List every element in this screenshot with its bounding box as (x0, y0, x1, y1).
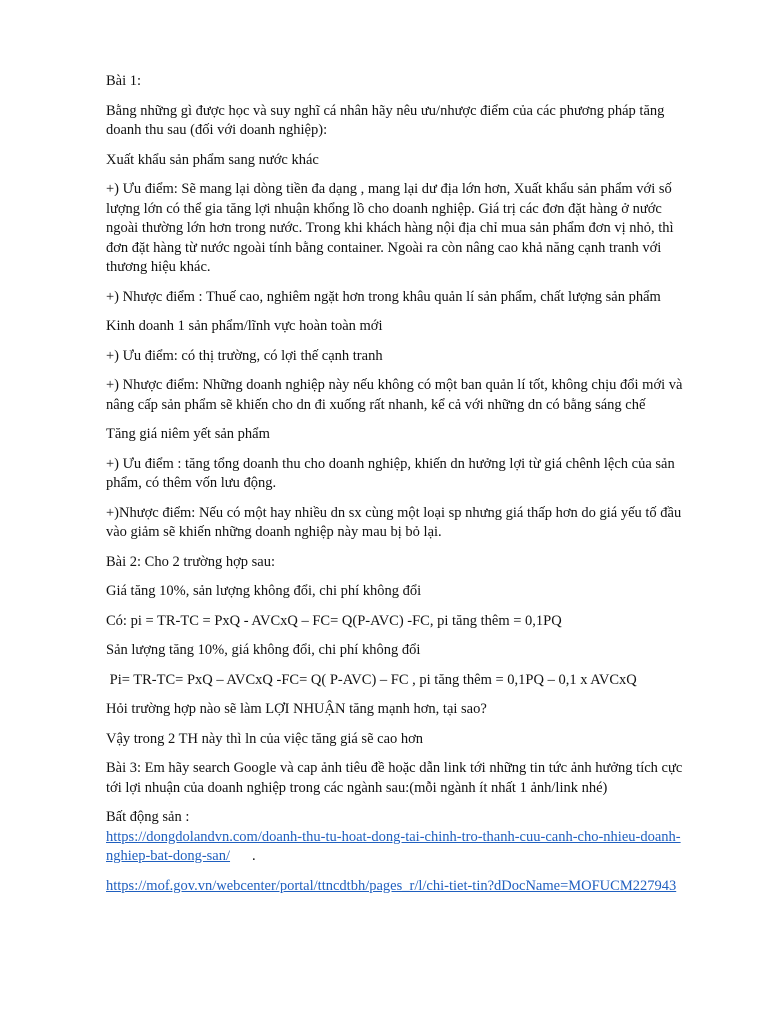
link-2[interactable]: https://mof.gov.vn/webcenter/portal/ttncdtbh/pages_r/l/chi-tiet-tin?dDocName=MOFUCM227943 (106, 877, 677, 894)
exercise-2-question: Hỏi trường hợp nào sẽ làm LỢI NHUẬN tăng mạnh hơn, tại sao? (106, 701, 487, 717)
section-price-increase-pros: +) Ưu điểm : tăng tổng doanh thu cho doanh nghiệp, khiến dn hưởng lợi từ giá chênh lệch của sản phẩm, có thêm vốn lưu động. (106, 455, 675, 491)
exercise-3-sector: Bất động sản : (106, 809, 190, 825)
exercise-1-title: Bài 1: (106, 73, 142, 89)
exercise-3-text: Bài 3: Em hãy search Google và cap ảnh tiêu đề hoặc dẫn link tới những tin tức ảnh hưởng tích cực tới lợi nhuận của doanh nghiệp trong các ngành sau:(mỗi ngành ít nhất 1 ảnh/link nhé) (106, 760, 683, 796)
link-1[interactable]: https://dongdolandvn.com/doanh-thu-tu-hoat-dong-tai-chinh-tro-thanh-cuu-canh-cho-nhieu-doanh-nghiep-bat-dong-san/ (106, 828, 681, 864)
section-new-business-cons: +) Nhược điểm: Những doanh nghiệp này nếu không có một ban quản lí tốt, không chịu đổi mới và nâng cấp sản phẩm sẽ khiến cho dn đi xuống rất nhanh, kể cả với những dn có bằng sáng chế (106, 377, 683, 413)
section-export-title: Xuất khẩu sản phẩm sang nước khác (106, 151, 319, 168)
section-price-increase-cons: +)Nhược điểm: Nếu có một hay nhiều dn sx cùng một loại sp nhưng giá thấp hơn do giá yếu tố đầu vào giảm sẽ khiến những doanh nghiệp này mau bị bỏ lại. (106, 504, 682, 540)
exercise-2-answer: Vậy trong 2 TH này thì ln của việc tăng giá sẽ cao hơn (106, 730, 424, 747)
link-1-dot: . (252, 848, 256, 864)
link-1-paragraph (106, 828, 692, 867)
link-2-paragraph (106, 877, 692, 897)
section-export-pros: +) Ưu điểm: Sẽ mang lại dòng tiền đa dạng , mang lại dư địa lớn hơn, Xuất khẩu sản phẩm với số lượng lớn có thể gia tăng lợi nhuận khổng lồ cho doanh nghiệp. Giá trị các đơn đặt hàng ở nước ngoài thường lớn hơn trong nước. Trong khi khách hàng nội địa chỉ mua sản phẩm đơn vị nhỏ, thì đơn đặt hàng từ nước ngoài tính bằng container. Ngoài ra còn nâng cao khả năng cạnh tranh với thương hiệu khác. (106, 181, 674, 275)
exercise-2-case-2: Sản lượng tăng 10%, giá không đổi, chi phí không đổi (106, 642, 421, 658)
section-new-business-pros: +) Ưu điểm: có thị trường, có lợi thế cạnh tranh (106, 347, 383, 364)
section-new-business-title: Kinh doanh 1 sản phẩm/lĩnh vực hoàn toàn mới (106, 318, 383, 334)
document-body (106, 72, 692, 906)
exercise-2-title: Bài 2: Cho 2 trường hợp sau: (106, 553, 275, 570)
exercise-2-formula-1: Có: pi = TR-TC = PxQ - AVCxQ – FC= Q(P-AVC) -FC, pi tăng thêm = 0,1PQ (106, 612, 562, 629)
exercise-2-case-1: Giá tăng 10%, sản lượng không đổi, chi phí không đổi (106, 583, 422, 599)
section-export-cons: +) Nhược điểm : Thuế cao, nghiêm ngặt hơn trong khâu quản lí sản phẩm, chất lượng sản phẩm (106, 288, 661, 305)
section-price-increase-title: Tăng giá niêm yết sản phẩm (106, 426, 270, 442)
exercise-1-question: Bằng những gì được học và suy nghĩ cá nhân hãy nêu ưu/nhược điểm của các phương pháp tăng doanh thu sau (đối với doanh nghiệp): (106, 102, 665, 138)
exercise-2-formula-2: Pi= TR-TC= PxQ – AVCxQ -FC= Q( P-AVC) – FC , pi tăng thêm = 0,1PQ – 0,1 x AVCxQ (106, 671, 637, 688)
